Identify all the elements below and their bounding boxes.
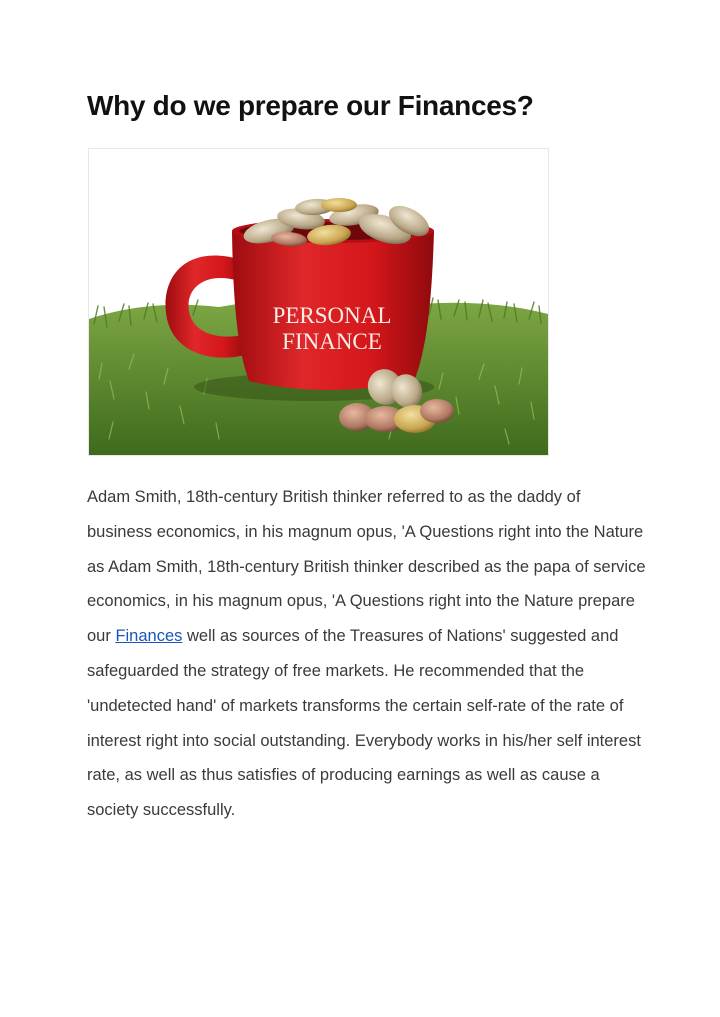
article-text-part2: well as sources of the Treasures of Nations' suggested and safeguarded the strategy of free markets. He recommended that the 'undetected hand' of markets transforms the certain self-rate of the rate of interest right into social outstanding. Everybody works in his/her self interest rate, as well as thus satisfies of producing earnings as well as cause a society successfully. xyxy=(87,627,641,820)
article-body xyxy=(87,480,647,828)
finances-link[interactable]: Finances xyxy=(115,627,183,646)
svg-text:FINANCE: FINANCE xyxy=(282,329,382,354)
red-mug-of-coins-on-grass-image xyxy=(89,149,548,455)
hero-image xyxy=(88,148,549,456)
page-title: Why do we prepare our Finances? xyxy=(87,90,534,121)
article-text-part1: Adam Smith, 18th-century British thinker referred to as the daddy of business economics, in his magnum opus, 'A Questions right into the Nature as Adam Smith, 18th-century British thinker described as the papa of service economics, in his magnum opus, 'A Questions right into the Nature prepare our xyxy=(87,488,646,646)
svg-text:PERSONAL: PERSONAL xyxy=(272,303,392,328)
